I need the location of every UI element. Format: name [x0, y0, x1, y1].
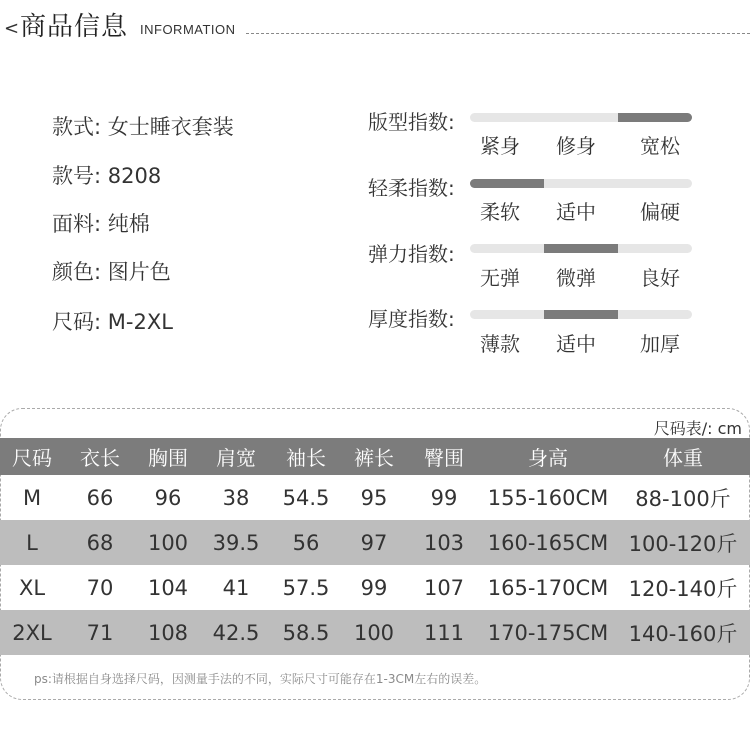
table-row	[0, 565, 750, 610]
spec-value: 纯棉	[107, 212, 150, 236]
spec-style	[52, 111, 234, 141]
measurement-note: ps:请根据自身选择尺码，因测量手法的不同，实际尺寸可能存在1-3CM左右的误差。	[34, 672, 487, 686]
section-subtitle: INFORMATION	[140, 22, 236, 37]
table-cell: 108	[136, 610, 200, 655]
table-cell: L	[0, 520, 64, 565]
size-chart-unit: 尺码表/: cm	[653, 419, 742, 438]
spec-label: 款号:	[52, 164, 102, 188]
table-cell: 165-170CM	[487, 575, 609, 600]
column-header: 胸围	[136, 438, 200, 475]
scale-option: 宽松	[640, 134, 680, 158]
spec-size	[52, 306, 173, 336]
table-cell: 38	[222, 485, 250, 510]
table-cell: 99	[360, 575, 388, 600]
spec-label: 颜色:	[52, 260, 102, 284]
table-cell: 96	[154, 485, 182, 510]
scale-indicator	[470, 179, 544, 188]
table-cell: 160-165CM	[480, 520, 616, 565]
table-cell: 103	[408, 520, 480, 565]
table-cell: XL	[18, 575, 46, 600]
table-cell: M	[22, 485, 42, 510]
table-cell: 2XL	[0, 610, 64, 655]
table-cell: 70	[86, 575, 114, 600]
column-header: 袖长	[272, 438, 340, 475]
table-cell: 58.5	[272, 610, 340, 655]
scale-track	[470, 310, 692, 319]
table-cell: 107	[423, 575, 465, 600]
scale-option: 紧身	[480, 134, 520, 158]
scale-option: 修身	[556, 134, 596, 158]
spec-value: 女士睡衣套装	[107, 115, 234, 139]
table-row	[0, 520, 750, 565]
table-cell: 170-175CM	[480, 610, 616, 655]
column-header: 肩宽	[200, 438, 272, 475]
table-cell: 41	[222, 575, 250, 600]
table-cell: 71	[64, 610, 136, 655]
table-cell: 100-120斤	[616, 520, 750, 565]
table-cell: 56	[272, 520, 340, 565]
size-table	[0, 438, 750, 655]
table-cell: 42.5	[200, 610, 272, 655]
scale-option: 偏硬	[640, 200, 680, 224]
scale-option: 薄款	[480, 332, 520, 356]
spec-label: 面料:	[52, 212, 102, 236]
table-cell: 155-160CM	[487, 485, 609, 510]
column-header: 臀围	[408, 438, 480, 475]
spec-fabric	[52, 208, 150, 238]
table-cell: 54.5	[282, 485, 330, 510]
column-header: 衣长	[64, 438, 136, 475]
table-cell: 66	[86, 485, 114, 510]
table-row	[0, 610, 750, 655]
scale-track	[470, 113, 692, 122]
table-cell: 39.5	[200, 520, 272, 565]
spec-value: 图片色	[107, 260, 171, 284]
column-header: 裤长	[340, 438, 408, 475]
spec-label: 尺码:	[52, 310, 102, 334]
scale-indicator	[544, 310, 618, 319]
column-header: 身高	[480, 438, 616, 475]
scale-option: 柔软	[480, 200, 520, 224]
size-table-header	[0, 438, 750, 475]
scale-indicator	[618, 113, 692, 122]
table-cell: 140-160斤	[616, 610, 750, 655]
table-cell: 104	[147, 575, 189, 600]
column-header: 尺码	[0, 438, 64, 475]
scale-label: 厚度指数:	[368, 307, 455, 331]
scale-label: 弹力指数:	[368, 242, 455, 266]
section-header	[0, 0, 750, 50]
scale-track	[470, 244, 692, 253]
table-cell: 57.5	[282, 575, 330, 600]
column-header: 体重	[616, 438, 750, 475]
scale-indicator	[544, 244, 618, 253]
scale-option: 良好	[640, 266, 680, 290]
scale-label: 轻柔指数:	[368, 176, 455, 200]
scale-track	[470, 179, 692, 188]
dashed-divider	[246, 33, 750, 34]
table-cell: 95	[360, 485, 388, 510]
scale-option: 适中	[556, 200, 596, 224]
spec-value: 8208	[107, 164, 162, 188]
chevron-left-icon: <	[4, 18, 20, 39]
table-cell: 97	[340, 520, 408, 565]
table-row	[0, 475, 750, 520]
table-cell: 111	[408, 610, 480, 655]
section-title: 商品信息	[20, 12, 129, 42]
scale-option: 无弹	[480, 266, 520, 290]
spec-label: 款式:	[52, 115, 102, 139]
table-cell: 99	[430, 485, 458, 510]
table-cell: 88-100斤	[635, 486, 731, 511]
scale-option: 微弹	[556, 266, 596, 290]
spec-value: M-2XL	[107, 310, 173, 334]
table-cell: 100	[136, 520, 200, 565]
table-cell: 68	[64, 520, 136, 565]
scale-option: 适中	[556, 332, 596, 356]
spec-item-number	[52, 160, 161, 190]
table-cell: 100	[340, 610, 408, 655]
table-cell: 120-140斤	[628, 576, 738, 601]
scale-option: 加厚	[640, 332, 680, 356]
scale-label: 版型指数:	[368, 110, 455, 134]
spec-color	[52, 256, 171, 286]
